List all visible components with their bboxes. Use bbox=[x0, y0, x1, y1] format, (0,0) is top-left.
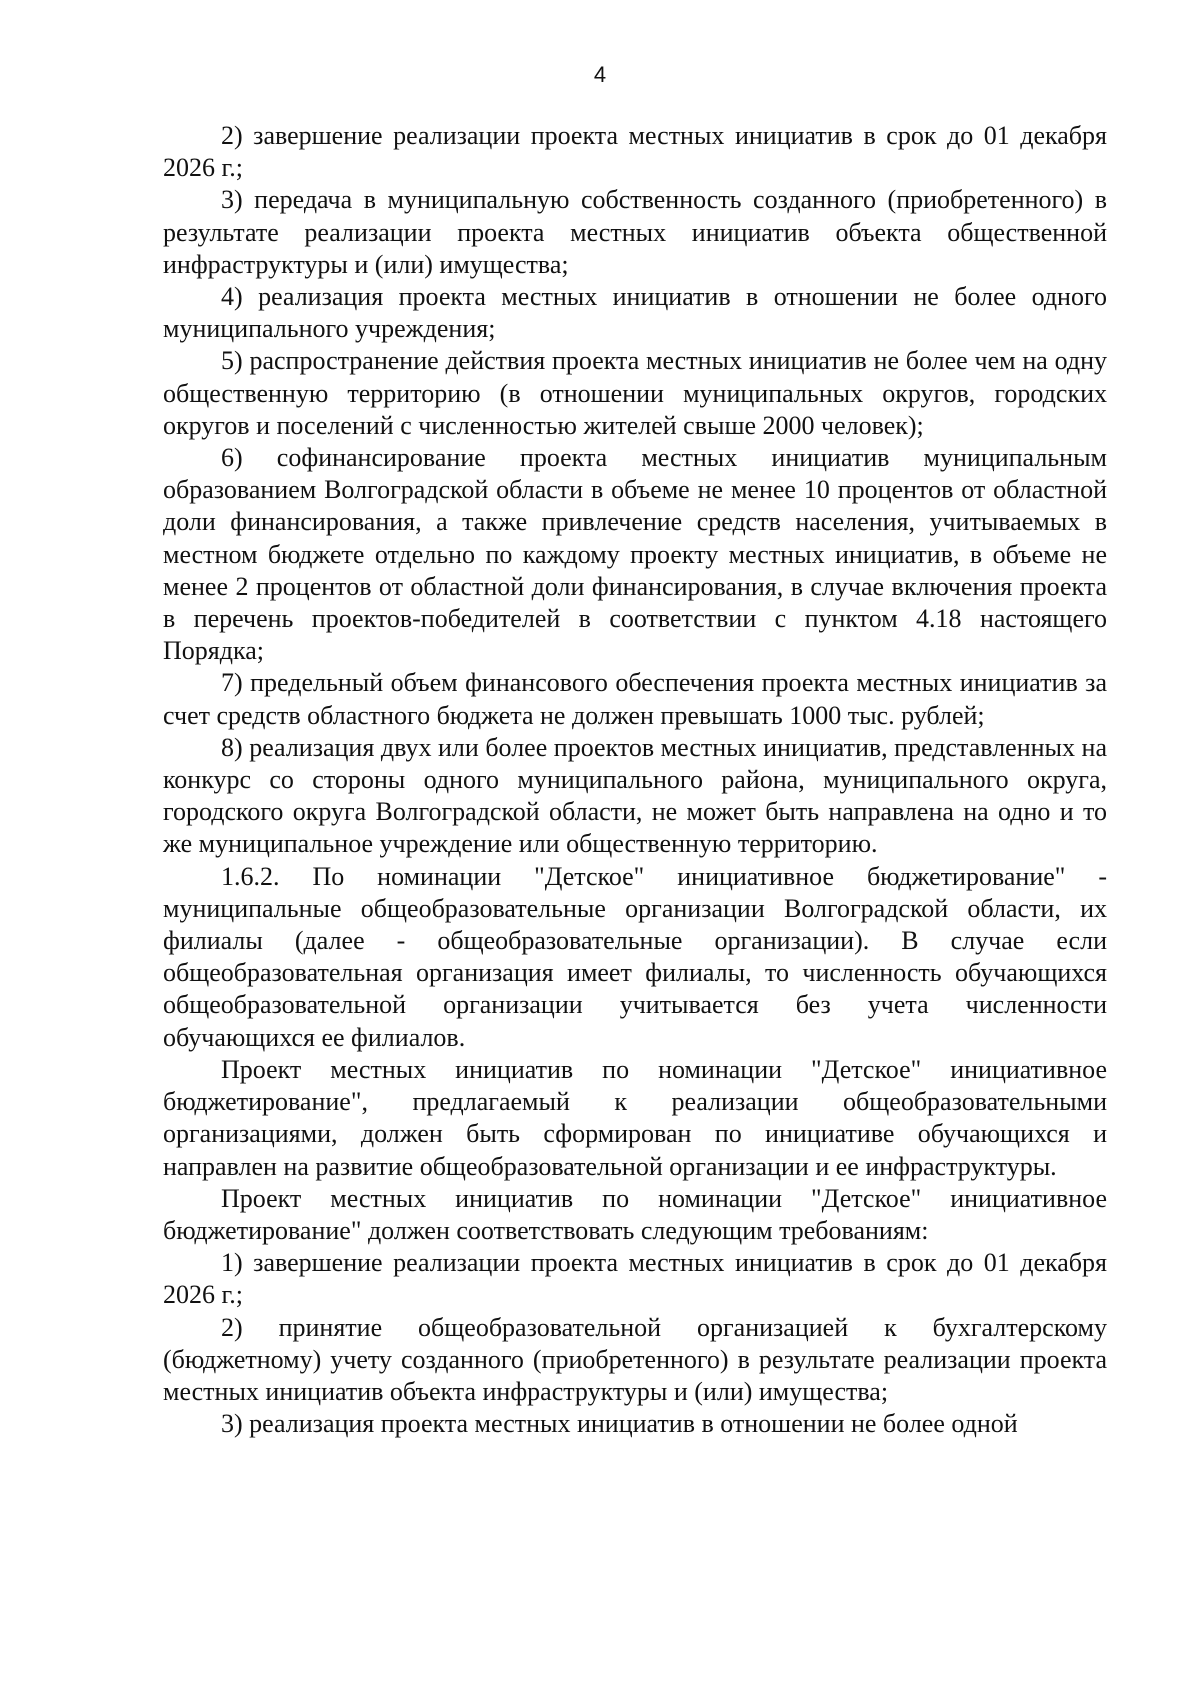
document-body bbox=[163, 120, 1107, 1440]
paragraph-item-7: 7) предельный объем финансового обеспечения проекта местных инициатив за счет средств областного бюджета не должен превышать 1000 тыс. рублей; bbox=[163, 668, 1107, 730]
paragraph-requirement-2: 2) принятие общеобразовательной организацией к бухгалтерскому (бюджетному) учету созданного (приобретенного) в результате реализации проекта местных инициатив объекта инфраструктуры и (или) имущества; bbox=[163, 1312, 1107, 1406]
paragraph-requirements-intro: Проект местных инициатив по номинации "Детское" инициативное бюджетирование" должен соответствовать следующим требованиям: bbox=[163, 1183, 1107, 1245]
paragraph-item-8: 8) реализация двух или более проектов местных инициатив, представленных на конкурс со стороны одного муниципального района, муниципального округа, городского округа Волгоградской области, не может быть направлена на одно и то же муниципальное учреждение или общественную территорию. bbox=[163, 732, 1107, 859]
paragraph-item-6: 6) софинансирование проекта местных инициатив муниципальным образованием Волгоградской области в объеме не менее 10 процентов от областной доли финансирования, а также привлечение средств населения, учитываемых в местном бюджете отдельно по каждому проекту местных инициатив, в объеме не менее 2 процентов от областной доли финансирования, в случае включения проекта в перечень проектов-победителей в соответствии с пунктом 4.18 настоящего Порядка; bbox=[163, 443, 1107, 666]
paragraph-item-5: 5) распространение действия проекта местных инициатив не более чем на одну общественную территорию (в отношении муниципальных округов, городских округов и поселений с численностью жителей свыше 2000 человек); bbox=[163, 346, 1107, 440]
paragraph-item-2: 2) завершение реализации проекта местных инициатив в срок до 01 декабря 2026 г.; bbox=[163, 121, 1107, 183]
paragraph-requirement-3: 3) реализация проекта местных инициатив в отношении не более одной bbox=[221, 1409, 1018, 1439]
paragraph-item-4: 4) реализация проекта местных инициатив в отношении не более одного муниципального учреждения; bbox=[163, 282, 1107, 344]
paragraph-item-3: 3) передача в муниципальную собственность созданного (приобретенного) в результате реализации проекта местных инициатив объекта общественной инфраструктуры и (или) имущества; bbox=[163, 185, 1107, 279]
paragraph-requirement-1: 1) завершение реализации проекта местных инициатив в срок до 01 декабря 2026 г.; bbox=[163, 1248, 1107, 1310]
page-number: 4 bbox=[593, 62, 607, 87]
paragraph-section-1-6-2: 1.6.2. По номинации "Детское" инициативное бюджетирование" - муниципальные общеобразовательные организации Волгоградской области, их филиалы (далее - общеобразовательные организации). В случае если общеобразовательная организация имеет филиалы, то численность обучающихся общеобразовательной организации учитывается без учета численности обучающихся ее филиалов. bbox=[163, 861, 1107, 1052]
paragraph-project-description: Проект местных инициатив по номинации "Детское" инициативное бюджетирование", предлагаемый к реализации общеобразовательными организациями, должен быть сформирован по инициативе обучающихся и направлен на развитие общеобразовательной организации и ее инфраструктуры. bbox=[163, 1054, 1107, 1181]
